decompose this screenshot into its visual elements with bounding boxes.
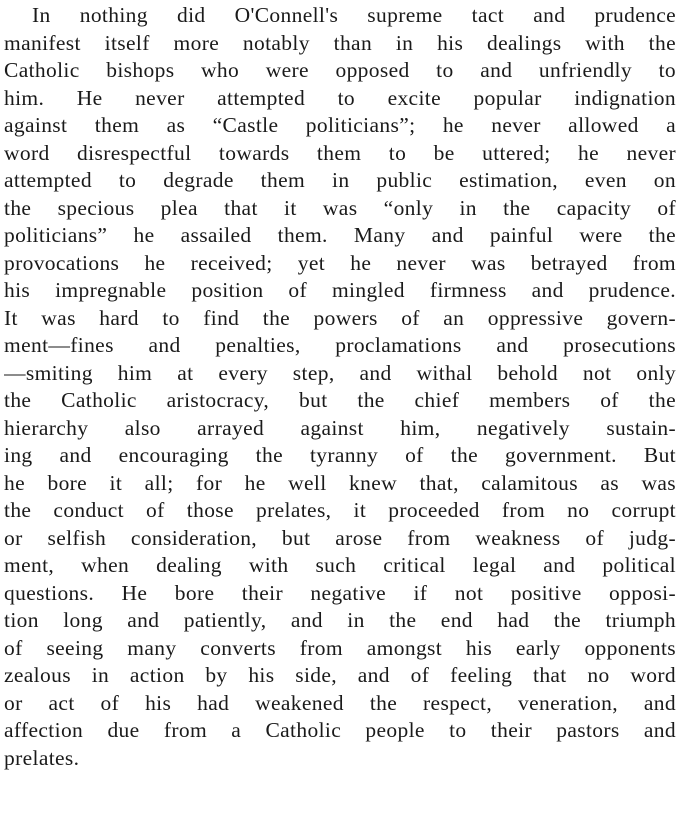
text-line: provocations he received; yet he never was betrayed from — [4, 250, 676, 275]
text-line: It was hard to find the powers of an oppressive govern- — [4, 305, 676, 330]
text-line: zealous in action by his side, and of feeling that no word — [4, 663, 676, 687]
text-line: attempted to degrade them in public estimation, even on — [4, 168, 676, 192]
text-line: questions. He bore their negative if not positive opposi- — [4, 580, 676, 605]
text-line: politicians” he assailed them. Many and painful were the — [4, 223, 676, 247]
text-line: word disrespectful towards them to be uttered; he never — [4, 140, 676, 165]
text-line: or act of his had weakened the respect, veneration, and — [4, 690, 676, 715]
text-line: of seeing many converts from amongst his early opponents — [4, 635, 676, 660]
text-line: the specious plea that it was “only in the capacity of — [4, 195, 676, 220]
text-line: against them as “Castle politicians”; he never allowed a — [4, 113, 676, 137]
text-line: his impregnable position of mingled firmness and prudence. — [4, 278, 676, 302]
text-line: Catholic bishops who were opposed to and unfriendly to — [4, 58, 676, 82]
text-line: manifest itself more notably than in his dealings with the — [4, 30, 676, 55]
text-line: ing and encouraging the tyranny of the government. But — [4, 443, 676, 467]
text-line: he bore it all; for he well knew that, calamitous as was — [4, 470, 676, 495]
text-line: tion long and patiently, and in the end had the triumph — [4, 608, 676, 632]
text-line: affection due from a Catholic people to their pastors and — [4, 718, 676, 742]
text-line: prelates. — [4, 745, 80, 770]
text-line: In nothing did O'Connell's supreme tact and prudence — [32, 3, 676, 27]
text-line: —smiting him at every step, and withal behold not only — [4, 360, 676, 385]
text-line: ment, when dealing with such critical legal and political — [4, 553, 676, 577]
body-paragraph — [4, 2, 676, 772]
text-line: him. He never attempted to excite popular indignation — [4, 85, 676, 110]
text-line: hierarchy also arrayed against him, negatively sustain- — [4, 415, 676, 440]
text-line: the conduct of those prelates, it proceeded from no corrupt — [4, 498, 676, 522]
text-line: the Catholic aristocracy, but the chief members of the — [4, 388, 676, 412]
text-line: or selfish consideration, but arose from weakness of judg- — [4, 525, 676, 550]
text-line: ment—fines and penalties, proclamations and prosecutions — [4, 333, 676, 357]
